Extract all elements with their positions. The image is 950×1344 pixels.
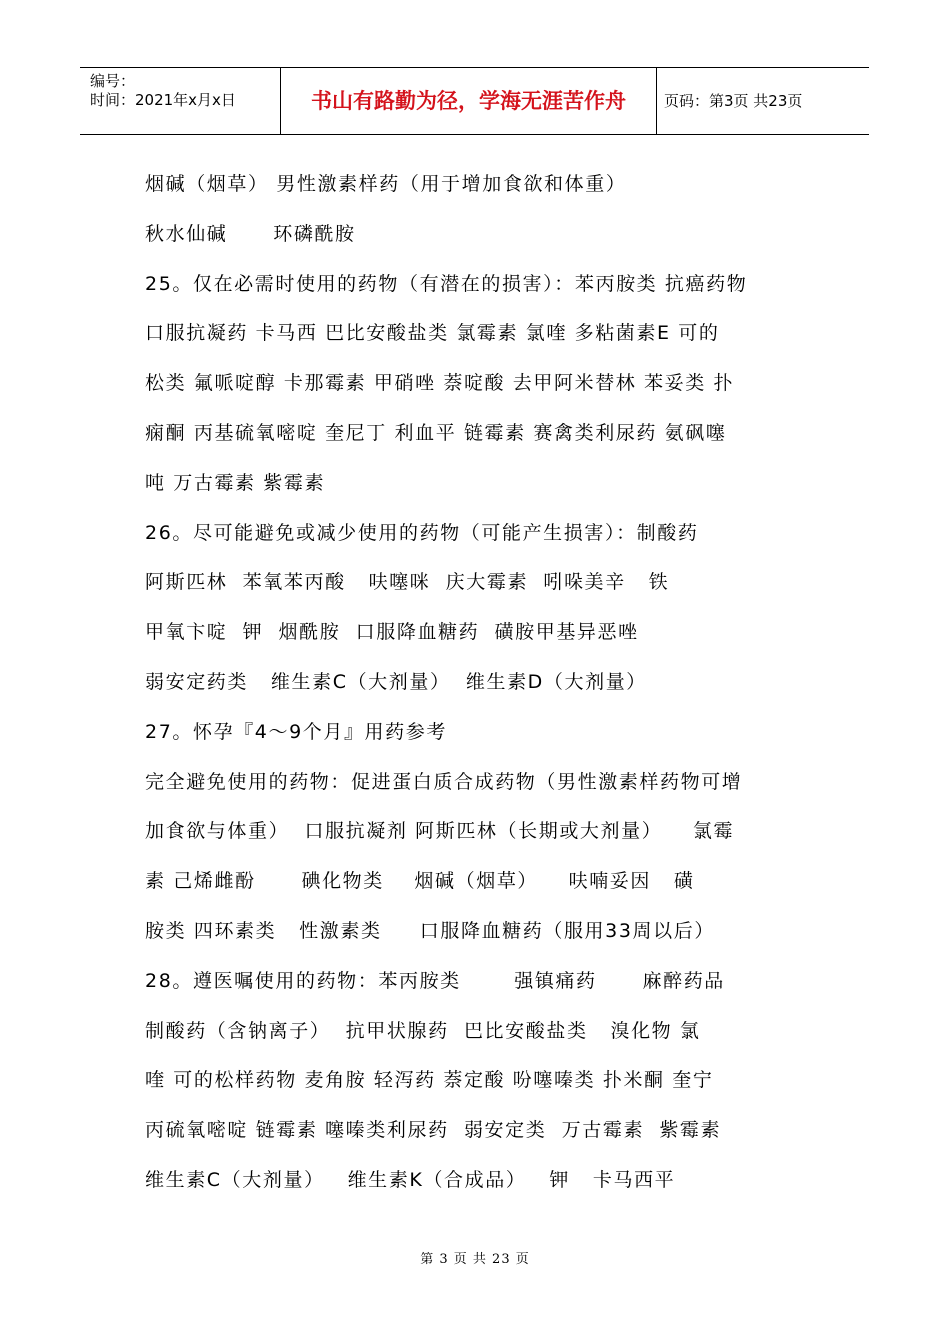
text-line: 痫酮 丙基硫氧嘧啶 奎尼丁 利血平 链霉素 赛禽类利尿药 氨砜噻 — [145, 421, 727, 444]
text-line: 甲氧卞啶 钾 烟酰胺 口服降血糖药 磺胺甲基异恶唑 — [145, 621, 639, 644]
document-time-label: 时间：2021年x月x日 — [90, 91, 236, 109]
page-header — [80, 67, 869, 135]
header-page-info: 页码：第3页 共23页 — [664, 92, 803, 110]
text-line: 26。尽可能避免或减少使用的药物（可能产生损害）：制酸药 — [145, 521, 699, 544]
text-line: 制酸药（含钠离子） 抗甲状腺药 巴比安酸盐类 溴化物 氯 — [145, 1019, 701, 1042]
text-line: 27。怀孕『4～9个月』用药参考 — [145, 720, 447, 743]
page-footer: 第 3 页 共 23 页 — [420, 1252, 530, 1267]
text-line: 阿斯匹林 苯氧苯丙酸 呋噻咪 庆大霉素 吲哚美辛 铁 — [145, 571, 670, 594]
text-line: 秋水仙碱 环磷酰胺 — [145, 222, 356, 245]
document-number-label: 编号： — [90, 72, 136, 90]
text-line: 丙硫氧嘧啶 链霉素 噻嗪类利尿药 弱安定类 万古霉素 紫霉素 — [145, 1119, 722, 1142]
document-body — [145, 160, 815, 1206]
text-line: 加食欲与体重） 口服抗凝剂 阿斯匹林（长期或大剂量） 氯霉 — [145, 820, 735, 843]
header-divider — [656, 68, 657, 134]
text-line: 完全避免使用的药物：促进蛋白质合成药物（男性激素样药物可增 — [145, 770, 743, 793]
text-line: 维生素C（大剂量） 维生素K（合成品） 钾 卡马西平 — [145, 1168, 676, 1191]
text-line: 28。遵医嘱使用的药物：苯丙胺类 强镇痛药 麻醉药品 — [145, 969, 725, 992]
text-line: 弱安定药类 维生素C（大剂量） 维生素D（大剂量） — [145, 670, 647, 693]
text-line: 素 己烯雌酚 碘化物类 烟碱（烟草） 呋喃妥因 磺 — [145, 870, 695, 893]
text-line: 吨 万古霉素 紫霉素 — [145, 471, 326, 494]
text-line: 口服抗凝药 卡马西 巴比安酸盐类 氯霉素 氯喹 多粘菌素E 可的 — [145, 322, 720, 345]
header-meta — [90, 72, 280, 110]
header-motto: 书山有路勤为径，学海无涯苦作舟 — [311, 89, 626, 113]
text-line: 25。仅在必需时使用的药物（有潜在的损害）：苯丙胺类 抗癌药物 — [145, 272, 748, 295]
text-line: 烟碱（烟草） 男性激素样药（用于增加食欲和体重） — [145, 173, 627, 195]
text-line: 喹 可的松样药物 麦角胺 轻泻药 萘定酸 吩噻嗪类 扑米酮 奎宁 — [145, 1069, 714, 1092]
text-line: 胺类 四环素类 性激素类 口服降血糖药（服用33周以后） — [145, 919, 715, 942]
text-line: 松类 氟哌啶醇 卡那霉素 甲硝唑 萘啶酸 去甲阿米替林 苯妥类 扑 — [145, 372, 735, 395]
